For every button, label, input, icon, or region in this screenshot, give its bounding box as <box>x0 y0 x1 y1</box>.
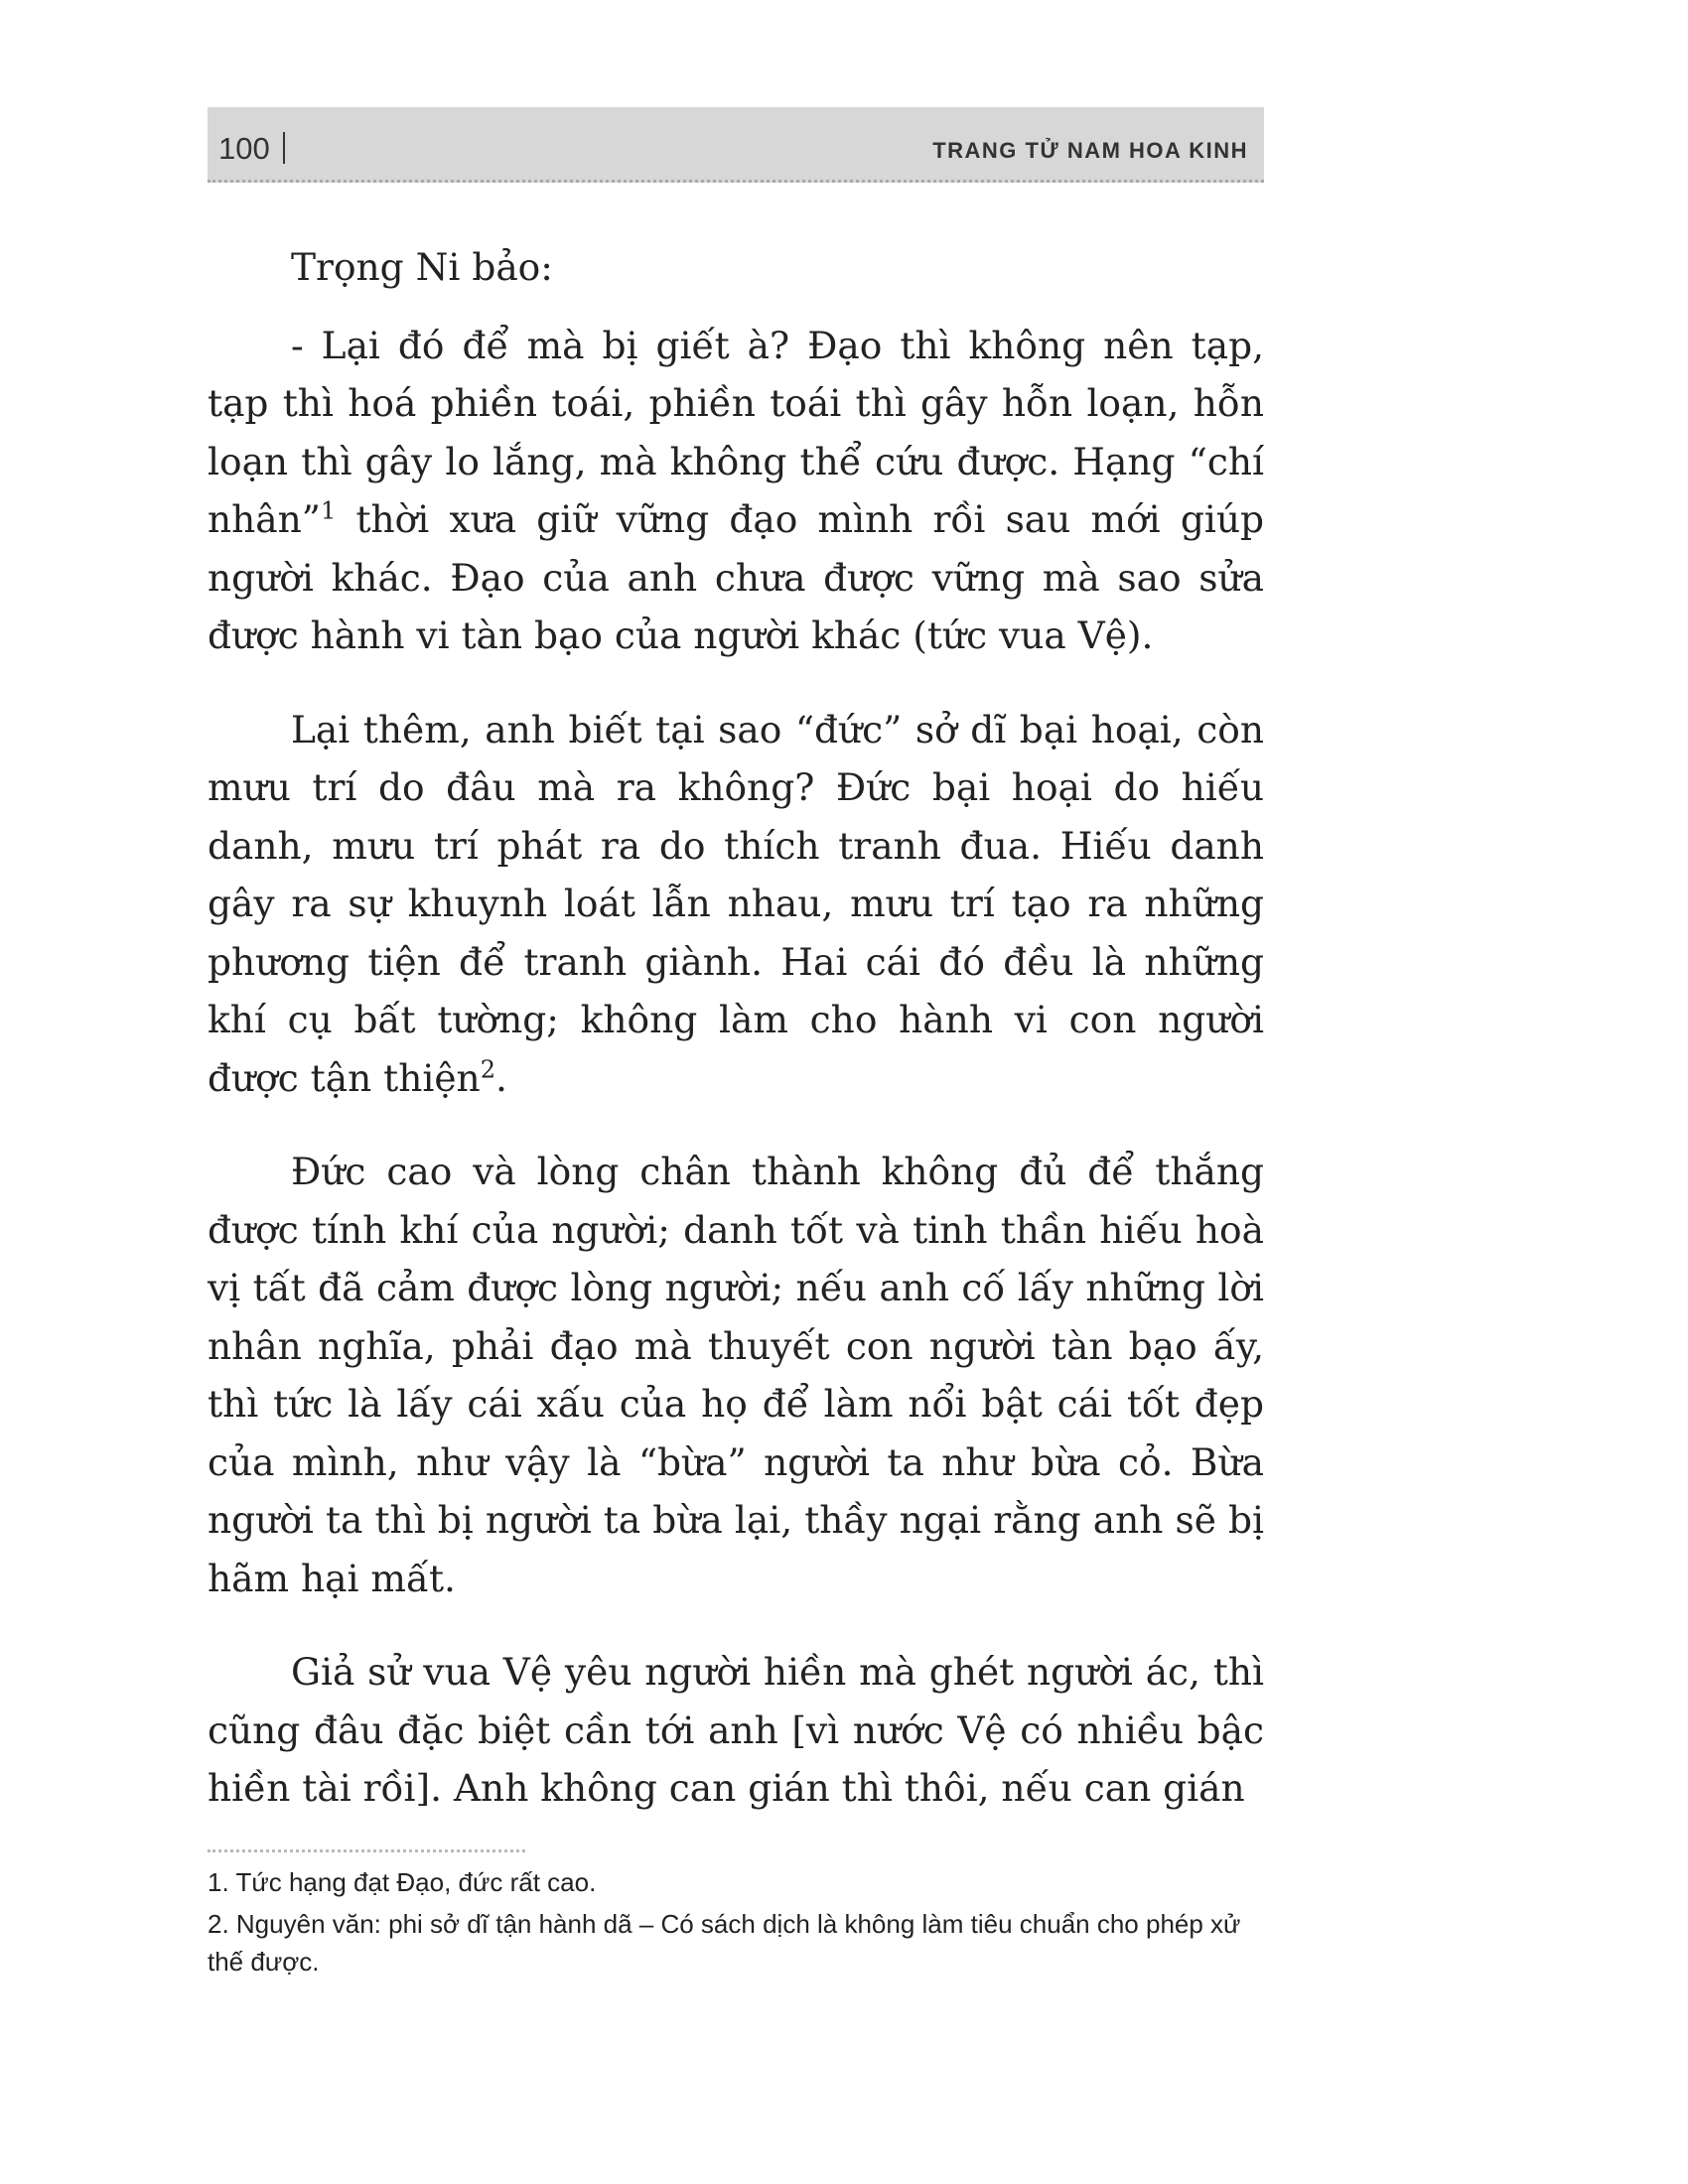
book-title: TRANG TỬ NAM HOA KINH <box>932 138 1248 163</box>
paragraph-4: Giả sử vua Vệ yêu người hiền mà ghét người ác, thì cũng đâu đặc biệt cần tới anh [vì nước Vệ có nhiều bậc hiền tài rồi]. Anh không can gián thì thôi, nếu can gián <box>208 1650 1264 1810</box>
page-number: 100 <box>218 131 270 166</box>
speaker-line: Trọng Ni bảo: <box>291 245 553 289</box>
footnote-2: 2. Nguyên văn: phi sở dĩ tận hành dã – Có sách dịch là không làm tiêu chuẩn cho phép xử thế được. <box>208 1909 1241 1977</box>
paragraph-2-text-b: . <box>495 1055 507 1100</box>
footnote-divider <box>208 1849 525 1852</box>
footnote-ref-1: 1 <box>320 496 337 525</box>
footnotes <box>208 1863 1264 1984</box>
paragraph-2-text-a: Lại thêm, anh biết tại sao “đức” sở dĩ bại hoại, còn mưu trí do đâu mà ra không? Đức bại hoại do hiếu danh, mưu trí phát ra do thích tranh đua. Hiếu danh gây ra sự khuynh loát lẫn nhau, mưu trí tạo ra những phương tiện để tranh giành. Hai cái đó đều là những khí cụ bất tường; không làm cho hành vi con người được tận thiện <box>208 707 1264 1100</box>
footnote-1: 1. Tức hạng đạt Đạo, đức rất cao. <box>208 1867 597 1897</box>
main-text <box>208 238 1264 1853</box>
header-divider <box>283 132 285 164</box>
paragraph-1-text-b: thời xưa giữ vững đạo mình rồi sau mới giúp người khác. Đạo của anh chưa được vững mà sao sửa được hành vi tàn bạo của người khác (tức vua Vệ). <box>208 497 1264 657</box>
paragraph-2 <box>208 701 1264 1108</box>
running-header <box>208 107 1264 183</box>
paragraph-1-text-a: - Lại đó để mà bị giết à? Đạo thì không nên tạp, tạp thì hoá phiền toái, phiền toái thì gây hỗn loạn, hỗn loạn thì gây lo lắng, mà không thể cứu được. Hạng “chí nhân” <box>208 323 1264 541</box>
paragraph-1 <box>208 317 1264 665</box>
footnote-ref-2: 2 <box>480 1055 495 1083</box>
paragraph-3: Đức cao và lòng chân thành không đủ để thắng được tính khí của người; danh tốt và tinh thần hiếu hoà vị tất đã cảm được lòng người; nếu anh cố lấy những lời nhân nghĩa, phải đạo mà thuyết con người tàn bạo ấy, thì tức là lấy cái xấu của họ để làm nổi bật cái tốt đẹp của mình, như vậy là “bừa” người ta như bừa cỏ. Bừa người ta thì bị người ta bừa lại, thầy ngại rằng anh sẽ bị hãm hại mất. <box>208 1150 1264 1600</box>
